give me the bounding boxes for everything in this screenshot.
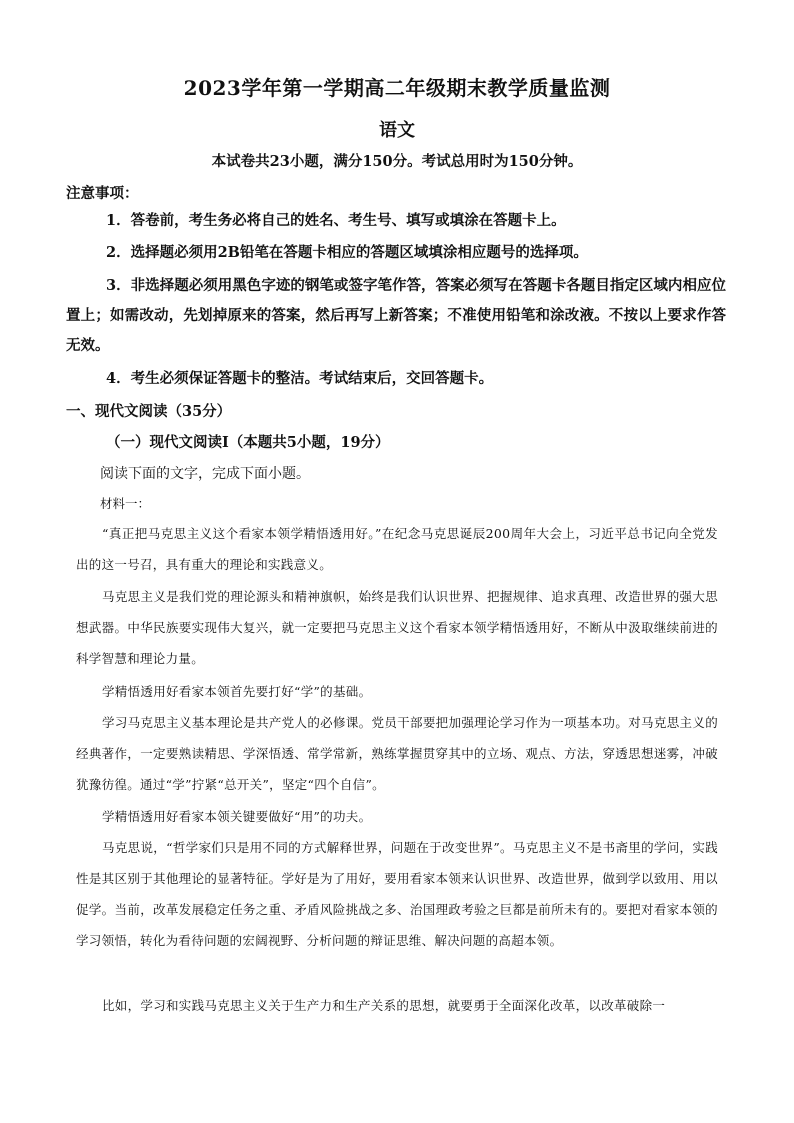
material-label: 材料一：	[100, 496, 151, 511]
exam-info: 本试卷共23小题，满分150分。考试总用时为150分钟。	[211, 153, 583, 170]
subject-title: 语文	[379, 120, 415, 141]
notice-item-1: 1．答卷前，考生务必将自己的姓名、考生号、填写或填涂在答题卡上。	[106, 212, 566, 229]
subsection-heading: （一）现代文阅读Ⅰ（本题共5小题，19分）	[106, 434, 390, 451]
section-heading: 一、现代文阅读（35分）	[66, 403, 232, 420]
paragraph: 学习马克思主义基本理论是共产党人的必修课。党员干部要把加强理论学习作为一项基本功。对马克思主义的经典著作，一定要熟读精思、学深悟透、常学常新，熟练掌握贯穿其中的立场、观点、方法，穿透思想迷雾，冲破犹豫彷徨。通过“学”拧紧“总开关”，坚定“四个自信”。	[76, 715, 718, 792]
paragraph: “真正把马克思主义这个看家本领学精悟透用好。”在纪念马克思诞辰200周年大会上，习近平总书记向全党发出的这一号召，具有重大的理论和实践意义。	[76, 526, 718, 572]
notice-item-4: 4．考生必须保证答题卡的整洁。考试结束后，交回答题卡。	[106, 370, 494, 387]
notice-item-3: 3．非选择题必须用黑色字迹的钢笔或签字笔作答，答案必须写在答题卡各题目指定区域内相应位置上；如需改动，先划掉原来的答案，然后再写上新答案；不准使用铅笔和涂改液。不按以上要求作答无效。	[66, 277, 726, 354]
paragraph: 比如，学习和实践马克思主义关于生产力和生产关系的思想，就要勇于全面深化改革，以改革破除一	[102, 998, 666, 1013]
exam-title: 2023学年第一学期高二年级期末教学质量监测	[183, 76, 611, 100]
notice-item-2: 2．选择题必须用2B铅笔在答题卡相应的答题区域填涂相应题号的选择项。	[106, 244, 588, 261]
paragraph: 学精悟透用好看家本领首先要打好“学”的基础。	[102, 684, 372, 699]
notes-heading: 注意事项：	[66, 185, 139, 202]
paragraph: 马克思主义是我们党的理论源头和精神旗帜，始终是我们认识世界、把握规律、追求真理、改造世界的强大思想武器。中华民族要实现伟大复兴，就一定要把马克思主义这个看家本领学精悟透用好，不断从中汲取继续前进的科学智慧和理论力量。	[76, 589, 718, 666]
paragraph: 学精悟透用好看家本领关键要做好“用”的功夫。	[102, 809, 372, 824]
paragraph: 马克思说，“哲学家们只是用不同的方式解释世界，问题在于改变世界”。马克思主义不是书斋里的学问，实践性是其区别于其他理论的显著特征。学好是为了用好，要用看家本领来认识世界、改造世界，做到学以致用、用以促学。当前，改革发展稳定任务之重、矛盾风险挑战之多、治国理政考验之巨都是前所未有的。要把对看家本领的学习领悟，转化为看待问题的宏阔视野、分析问题的辩证思维、解决问题的高超本领。	[76, 840, 718, 948]
reading-instruction: 阅读下面的文字，完成下面小题。	[100, 466, 310, 482]
